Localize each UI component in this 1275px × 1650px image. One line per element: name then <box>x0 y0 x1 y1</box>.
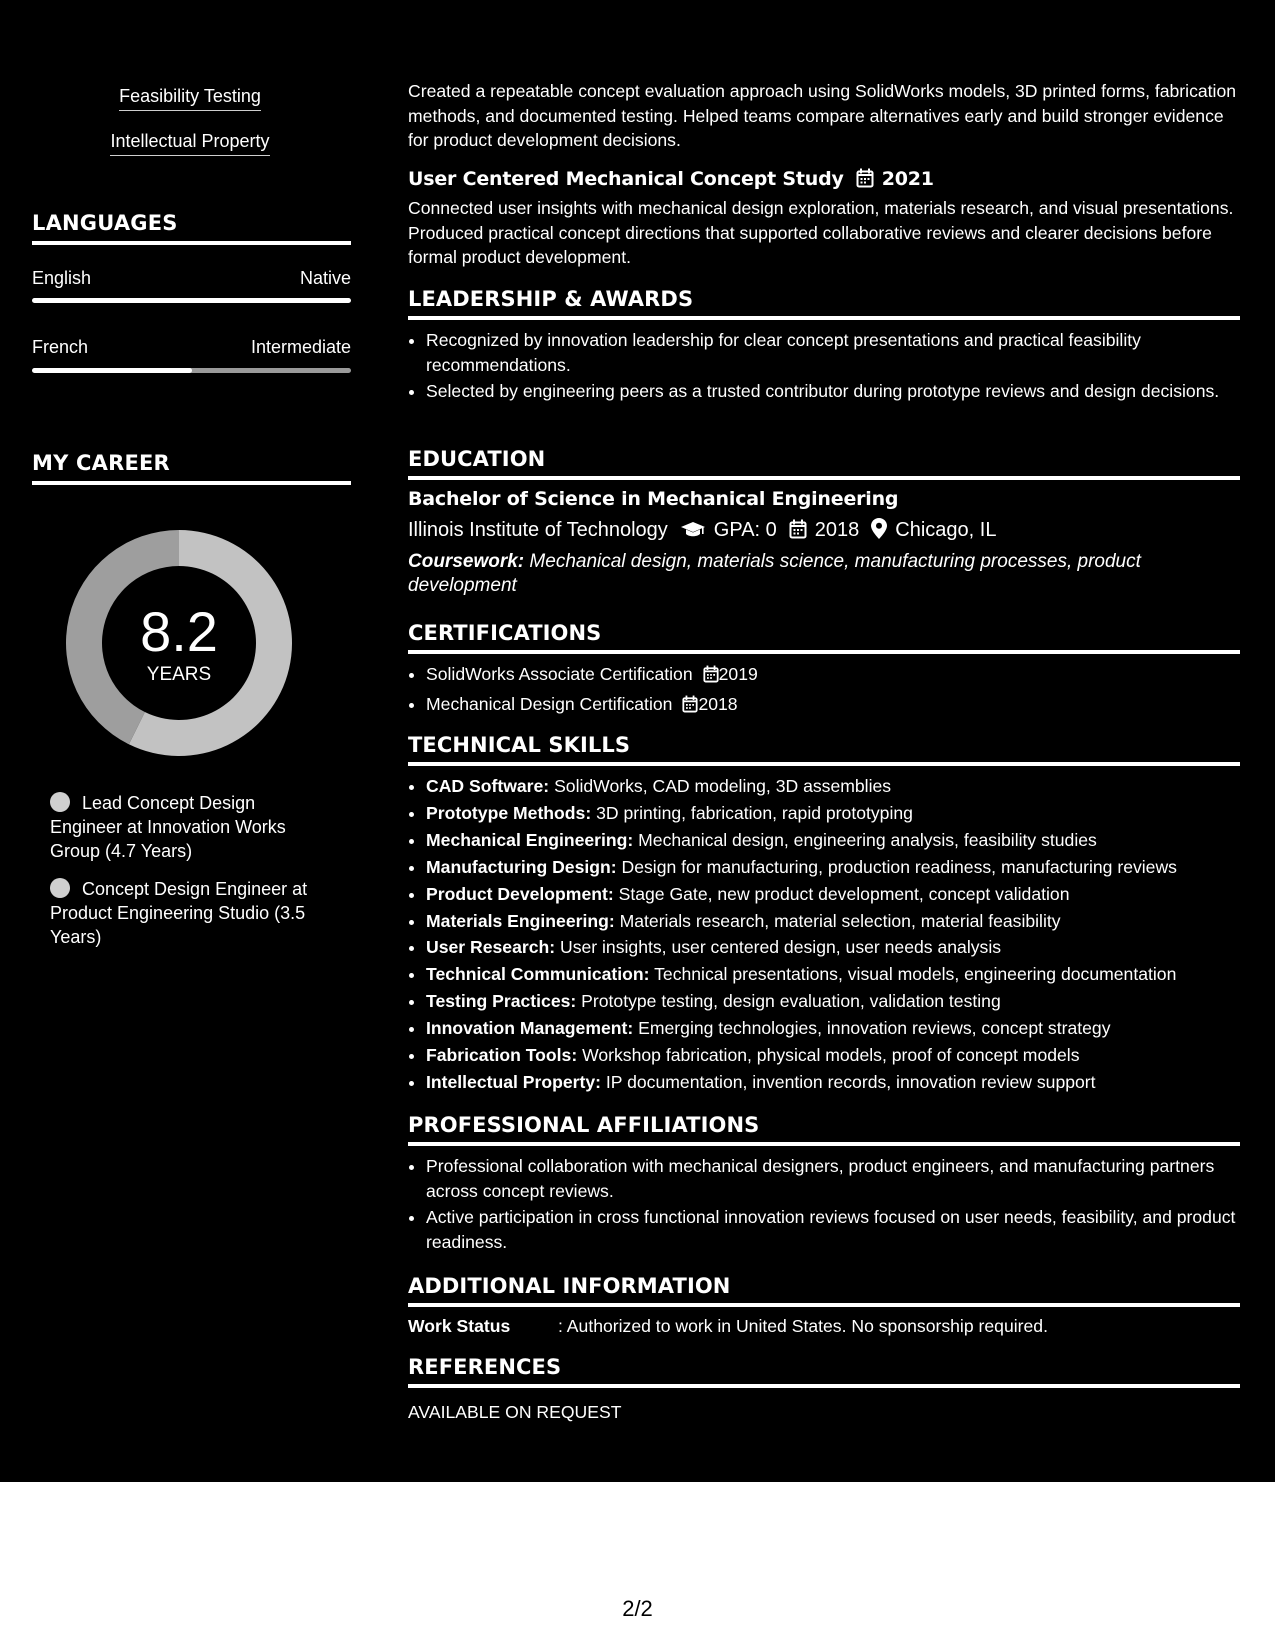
career-item <box>50 877 330 949</box>
career-item-text: Lead Concept Design Engineer at Innovation Works Group (4.7 Years) <box>50 793 286 861</box>
skill-value: Design for manufacturing, production readiness, manufacturing reviews <box>621 856 1177 877</box>
skills-heading: TECHNICAL SKILLS <box>408 733 1240 766</box>
affiliations-heading: PROFESSIONAL AFFILIATIONS <box>408 1113 1240 1146</box>
skill-label: Fabrication Tools: <box>426 1045 578 1066</box>
certification-year: 2018 <box>698 693 738 714</box>
skill-label: Technical Communication: <box>426 964 650 985</box>
language-name: French <box>32 337 89 357</box>
career-item <box>50 791 330 863</box>
strength-label: Feasibility Testing <box>119 85 261 111</box>
list-item <box>426 692 1258 720</box>
school-location: Chicago, IL <box>895 519 997 541</box>
page-number: 2/2 <box>622 1596 653 1621</box>
skill-item <box>426 988 1258 1015</box>
career-total-years: 8.2 <box>140 600 218 663</box>
skill-value: Emerging technologies, innovation reviews, concept strategy <box>638 1018 1111 1039</box>
skill-label: Product Development: <box>426 883 614 904</box>
language-name: English <box>32 268 92 288</box>
skill-item <box>426 1069 1258 1096</box>
list-item: • Recognized by innovation leadership for clear concept presentations and practical feasibility recommendations. <box>426 328 1258 377</box>
languages-heading: LANGUAGES <box>32 211 351 245</box>
certification-name: SolidWorks Associate Certification <box>426 664 693 684</box>
work-status-value: : Authorized to work in United States. No sponsorship required. <box>558 1316 1048 1336</box>
career-dot-icon <box>50 792 70 812</box>
skill-label: User Research: <box>426 937 556 958</box>
language-bar-fill <box>32 368 192 373</box>
strength-item <box>0 85 380 111</box>
project-description: Connected user insights with mechanical design exploration, materials research, and visual presentations. Produced practical concept directions that supported collaborative reviews and clearer decisions before formal product development. <box>408 198 1234 267</box>
career-heading: MY CAREER <box>32 451 351 485</box>
skill-value: Mechanical design, engineering analysis, feasibility studies <box>638 829 1097 850</box>
skill-value: Technical presentations, visual models, engineering documentation <box>654 964 1177 985</box>
skill-value: 3D printing, fabrication, rapid prototyping <box>596 802 913 823</box>
skill-item <box>426 800 1258 827</box>
skill-item <box>426 881 1258 908</box>
language-row <box>32 267 351 289</box>
references-text: AVAILABLE ON REQUEST <box>408 1402 622 1422</box>
project-year: 2021 <box>881 168 934 190</box>
calendar-icon <box>703 665 719 690</box>
leadership-list <box>408 328 1258 406</box>
skill-label: CAD Software: <box>426 776 550 796</box>
skill-label: Materials Engineering: <box>426 910 615 931</box>
calendar-icon <box>682 695 698 720</box>
references-heading: REFERENCES <box>408 1355 1240 1388</box>
sidebar <box>0 0 380 1482</box>
language-bar-fill <box>32 298 351 303</box>
skill-item <box>426 854 1258 881</box>
location-pin-icon <box>871 518 887 546</box>
work-status-label: Work Status <box>408 1316 511 1336</box>
career-item-text: Concept Design Engineer at Product Engineering Studio (3.5 Years) <box>50 879 308 947</box>
skill-value: User insights, user centered design, user needs analysis <box>559 937 1002 958</box>
skill-item <box>426 773 1258 800</box>
coursework <box>408 550 1238 598</box>
work-status-row <box>408 1314 1238 1338</box>
project-description: Created a repeatable concept evaluation approach using SolidWorks models, 3D printed forms, fabrication methods, and documented testing. Helped teams compare alternatives early and build stronger evidence for product development decisions. <box>408 81 1237 150</box>
school-name: Illinois Institute of Technology <box>408 519 668 541</box>
skill-item <box>426 961 1258 988</box>
language-level: Intermediate <box>250 337 351 357</box>
certifications-heading: CERTIFICATIONS <box>408 621 1240 654</box>
strength-label: Intellectual Property <box>110 130 269 156</box>
skill-item <box>426 908 1258 935</box>
skill-value: SolidWorks, CAD modeling, 3D assemblies <box>554 776 892 796</box>
skill-value: Workshop fabrication, physical models, proof of concept models <box>582 1045 1080 1066</box>
language-level: Native <box>299 268 351 288</box>
skill-label: Innovation Management: <box>426 1018 634 1039</box>
skill-value: Prototype testing, design evaluation, validation testing <box>581 991 1001 1012</box>
calendar-icon <box>789 519 807 546</box>
calendar-icon <box>856 168 874 195</box>
certifications-list <box>408 662 1258 721</box>
skill-label: Manufacturing Design: <box>426 856 617 877</box>
education-details <box>408 517 1238 546</box>
career-dot-icon <box>50 878 70 898</box>
education-heading: EDUCATION <box>408 447 1240 480</box>
skill-label: Mechanical Engineering: <box>426 829 634 850</box>
list-item: • Active participation in cross functional innovation reviews focused on user needs, feasibility, and product readiness. <box>426 1205 1258 1254</box>
skill-item <box>426 1015 1258 1042</box>
skill-item <box>426 1042 1258 1069</box>
skills-list <box>408 773 1258 1096</box>
project-title-row <box>408 166 1238 195</box>
language-bar <box>32 298 351 303</box>
affiliations-list <box>408 1154 1258 1256</box>
graduation-cap-icon <box>680 520 706 546</box>
skill-value: Materials research, material selection, material feasibility <box>619 910 1061 931</box>
certification-name: Mechanical Design Certification <box>426 693 673 714</box>
coursework-label: Coursework: <box>408 551 525 572</box>
degree-title: Bachelor of Science in Mechanical Engineering <box>408 488 899 510</box>
skill-label: Testing Practices: <box>426 991 577 1012</box>
skill-value: Stage Gate, new product development, concept validation <box>618 883 1070 904</box>
project-title: User Centered Mechanical Concept Study <box>408 168 844 190</box>
leadership-heading: LEADERSHIP & AWARDS <box>408 287 1240 320</box>
career-total-unit: YEARS <box>146 664 212 685</box>
skill-item <box>426 934 1258 961</box>
language-bar <box>32 368 351 373</box>
language-row <box>32 336 351 358</box>
additional-info-heading: ADDITIONAL INFORMATION <box>408 1274 1240 1307</box>
strength-item <box>0 130 380 156</box>
list-item: • Professional collaboration with mechanical designers, product engineers, and manufacturing partners across concept reviews. <box>426 1154 1258 1203</box>
graduation-year: 2018 <box>814 519 860 541</box>
gpa: GPA: 0 <box>713 519 777 541</box>
skill-label: Intellectual Property: <box>426 1071 602 1092</box>
skill-label: Prototype Methods: <box>426 802 592 823</box>
coursework-text: Mechanical design, materials science, manufacturing processes, product development <box>408 551 1141 596</box>
skill-value: IP documentation, invention records, innovation review support <box>605 1071 1096 1092</box>
skill-item <box>426 827 1258 854</box>
list-item: • Selected by engineering peers as a trusted contributor during prototype reviews and design decisions. <box>426 379 1258 404</box>
certification-year: 2019 <box>718 664 758 684</box>
list-item <box>426 662 1258 690</box>
